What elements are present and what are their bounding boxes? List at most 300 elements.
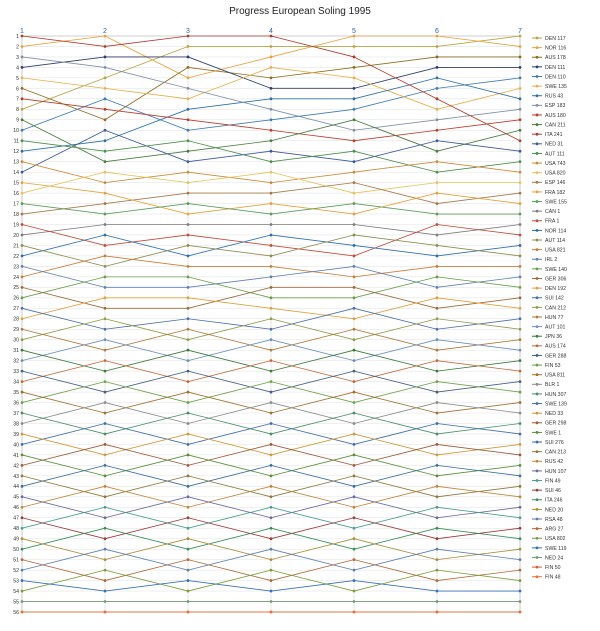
legend-label[interactable]: AUS 174 [545,343,566,350]
series-point [104,548,107,551]
series-point [519,244,522,247]
legend-label[interactable]: FIN 48 [545,574,561,581]
series-point [104,150,107,153]
legend-label[interactable]: DEN 117 [545,35,566,42]
legend-label[interactable]: USA 802 [545,536,566,543]
y-tick-label: 50 [13,547,19,554]
series-point [21,474,24,477]
legend-label[interactable]: DEN 110 [545,74,566,81]
series-point [353,464,356,467]
series-point [104,558,107,561]
series-point [519,307,522,310]
series-point [187,87,190,90]
series-point [436,611,439,614]
series-point [270,275,273,278]
y-tick-label: 35 [13,389,19,396]
y-tick-label: 23 [13,264,19,271]
series-point [353,244,356,247]
series-point [21,579,24,582]
legend-label[interactable]: HUN 107 [545,468,567,475]
series-point [519,611,522,614]
series-point [353,611,356,614]
series-point [104,506,107,509]
series-point [436,202,439,205]
series-point [187,454,190,457]
chart-svg [0,24,600,624]
legend-label[interactable]: GER 298 [545,420,567,427]
series-point [187,181,190,184]
y-tick-label: 43 [13,473,19,480]
series-point [436,328,439,331]
series-point [436,118,439,121]
legend-marker [536,364,539,367]
legend-label[interactable]: RSA 48 [545,516,563,523]
series-point [436,422,439,425]
series-point [104,328,107,331]
series-point [187,380,190,383]
series-point [436,370,439,373]
series-point [270,192,273,195]
series-point [270,527,273,530]
series-point [187,474,190,477]
legend-label[interactable]: AUS 178 [545,55,566,62]
legend-label[interactable]: USA 811 [545,372,566,379]
legend-marker [536,546,539,549]
legend-label[interactable]: SWE 139 [545,401,567,408]
series-point [353,506,356,509]
series-point [353,171,356,174]
series-point [270,495,273,498]
legend-marker [536,171,539,174]
series-point [353,97,356,100]
series-point [436,506,439,509]
series-point [353,579,356,582]
series-point [104,223,107,226]
y-tick-label: 46 [13,505,19,512]
series-point [187,548,190,551]
series-point [21,338,24,341]
series-point [436,579,439,582]
series-point [353,275,356,278]
series-point [353,87,356,90]
series-point [270,213,273,216]
legend-marker [536,181,539,184]
series-point [436,474,439,477]
series-point [104,87,107,90]
series-point [187,275,190,278]
x-tick-label: 6 [435,28,439,35]
series-point [519,192,522,195]
series-point [21,223,24,226]
series-point [187,443,190,446]
legend-label[interactable]: SWE 155 [545,199,567,206]
series-point [270,160,273,163]
series-point [519,56,522,59]
series-point [353,265,356,268]
series-point [436,108,439,111]
legend-marker [536,296,539,299]
series-point [519,139,522,142]
series-point [436,558,439,561]
y-tick-label: 42 [13,463,19,470]
series-point [353,56,356,59]
y-tick-label: 29 [13,327,19,334]
series-point [21,370,24,373]
series-point [104,464,107,467]
legend-label[interactable]: CAN 213 [545,449,567,456]
legend-label[interactable]: AUT 101 [545,324,566,331]
series-point [519,171,522,174]
series-point [436,380,439,383]
series-point [104,370,107,373]
y-tick-label: 41 [13,452,19,459]
legend-label[interactable]: CAN 211 [545,122,566,129]
series-point [519,537,522,540]
series-point [104,286,107,289]
series-point [270,590,273,593]
series-point [104,579,107,582]
series-point [21,317,24,320]
series-point [270,558,273,561]
y-tick-label: 49 [13,536,19,543]
series-point [519,108,522,111]
series-point [519,474,522,477]
series-point [519,495,522,498]
legend-marker [536,373,539,376]
series-point [21,296,24,299]
series-point [353,590,356,593]
series-point [519,443,522,446]
series-point [353,202,356,205]
legend-marker [536,556,539,559]
series-point [104,590,107,593]
legend-marker [536,450,539,453]
series-point [519,234,522,237]
series-point [270,569,273,572]
legend-label[interactable]: DEN 192 [545,286,567,293]
legend-label[interactable]: SUI 142 [545,295,564,302]
series-point [353,474,356,477]
legend-label[interactable]: NED 31 [545,141,564,148]
y-tick-label: 3 [16,54,19,61]
series-point [436,349,439,352]
series-point [21,150,24,153]
series-point [270,380,273,383]
series-point [104,495,107,498]
y-tick-label: 36 [13,400,19,407]
legend-marker [536,114,539,117]
legend-label[interactable]: SWE 140 [545,266,567,273]
series-point [353,213,356,216]
y-tick-label: 18 [13,211,19,218]
series-point [187,506,190,509]
y-tick-label: 37 [13,410,19,417]
legend-label[interactable]: CAN 1 [545,209,561,216]
y-tick-label: 39 [13,431,19,438]
legend-marker [536,248,539,251]
y-tick-label: 20 [13,232,19,239]
legend-label[interactable]: HUN 77 [545,314,564,321]
legend-label[interactable]: RUS 43 [545,93,564,100]
series-point [187,223,190,226]
legend-label[interactable]: ARG 27 [545,526,564,533]
series-point [353,558,356,561]
series-point [436,286,439,289]
series-point [104,338,107,341]
series-point [519,433,522,436]
series-point [21,328,24,331]
series-point [187,317,190,320]
y-tick-label: 28 [13,316,19,323]
legend-marker [536,566,539,569]
legend-label[interactable]: AUT 114 [545,237,565,244]
series-point [104,202,107,205]
legend-label[interactable]: BLR 1 [545,382,560,389]
series-point [270,548,273,551]
series-point [104,611,107,614]
legend-label[interactable]: IRL 2 [545,257,558,264]
series-point [104,296,107,299]
series-point [436,66,439,69]
series-point [519,286,522,289]
y-tick-label: 51 [13,557,19,564]
series-point [104,443,107,446]
legend-marker [536,65,539,68]
series-point [21,412,24,415]
series-point [519,328,522,331]
legend-label[interactable]: FRA 1 [545,218,560,225]
legend-label[interactable]: SWE 119 [545,545,567,552]
series-point [104,192,107,195]
legend-label[interactable]: JPN 36 [545,334,563,341]
y-tick-label: 13 [13,159,19,166]
series-point [436,87,439,90]
legend-marker [536,383,539,386]
series-point [21,213,24,216]
series-point [187,160,190,163]
series-point [104,76,107,79]
legend-label[interactable]: NOR 116 [545,45,567,52]
series-point [270,328,273,331]
series-point [519,265,522,268]
series-point [104,569,107,572]
series-point [21,45,24,48]
series-point [353,129,356,132]
series-point [436,454,439,457]
legend-label[interactable]: FIN 49 [545,478,561,485]
series-point [519,579,522,582]
series-point [187,139,190,142]
series-point [187,296,190,299]
y-tick-label: 34 [13,379,19,386]
series-point [104,317,107,320]
legend-label[interactable]: ITA 246 [545,497,563,504]
x-tick-label: 2 [103,28,107,35]
y-tick-label: 47 [13,515,19,522]
series-point [519,275,522,278]
series-point [436,296,439,299]
series-point [270,537,273,540]
series-point [187,485,190,488]
series-point [519,160,522,163]
series-point [104,234,107,237]
legend-label[interactable]: SWE 135 [545,84,567,90]
y-tick-label: 4 [16,65,19,72]
legend-label[interactable]: NED 24 [545,555,564,562]
legend-label[interactable]: HUN 307 [545,391,567,398]
series-point [353,317,356,320]
series-point [353,537,356,540]
series-point [270,474,273,477]
series-point [270,108,273,111]
legend-marker [536,210,539,213]
series-point [519,66,522,69]
legend-marker [536,239,539,242]
legend-label[interactable]: SWE 1 [545,430,562,437]
series-point [187,255,190,258]
y-tick-label: 11 [13,138,19,145]
series-point [519,391,522,394]
legend-label[interactable]: USA 743 [545,160,566,167]
y-tick-label: 24 [13,274,19,281]
legend-label[interactable]: RUS 42 [545,459,564,466]
series-point [21,433,24,436]
series-point [436,527,439,530]
legend-marker [536,75,539,78]
legend-label[interactable]: ITA 241 [545,132,563,139]
series-point [519,87,522,90]
y-tick-label: 9 [16,117,19,124]
legend-label[interactable]: GER 306 [545,276,567,283]
series-point [104,401,107,404]
series-point [187,234,190,237]
series-point [21,391,24,394]
series-point [104,275,107,278]
series-point [21,349,24,352]
y-tick-label: 30 [13,337,19,344]
series-point [187,202,190,205]
series-point [104,35,107,38]
legend-marker [536,94,539,97]
series-point [270,307,273,310]
legend-label[interactable]: CAN 212 [545,305,567,312]
legend-label[interactable]: GER 288 [545,353,567,360]
legend-marker [536,354,539,357]
series-point [187,370,190,373]
legend-marker [536,335,539,338]
series-point [187,150,190,153]
series-point [270,359,273,362]
series-point [270,611,273,614]
series-point [519,97,522,100]
legend-label[interactable]: ESP 146 [545,180,566,187]
series-point [187,171,190,174]
series-point [436,359,439,362]
series-point [104,600,107,603]
series-point [436,56,439,59]
y-tick-label: 52 [13,568,19,575]
series-point [519,548,522,551]
legend-label[interactable]: FIN 50 [545,565,561,571]
series-point [519,202,522,205]
legend-label[interactable]: SUI 46 [545,488,561,495]
series-point [187,495,190,498]
series-point [519,380,522,383]
legend-label[interactable]: SUI 276 [545,439,564,446]
series-point [270,255,273,258]
series-point [270,370,273,373]
legend-marker [536,46,539,49]
legend-marker [536,267,539,270]
series-point [353,338,356,341]
series-point [21,118,24,121]
x-tick-label: 3 [186,28,190,35]
series-point [270,244,273,247]
y-tick-label: 48 [13,526,19,533]
series-point [436,150,439,153]
series-point [21,569,24,572]
series-point [353,443,356,446]
series-point [187,108,190,111]
series-point [436,338,439,341]
series-point [21,160,24,163]
series-point [519,76,522,79]
series-point [21,401,24,404]
legend-label[interactable]: FRA 182 [545,189,566,196]
legend-label[interactable]: USA 821 [545,247,566,254]
series-point [21,87,24,90]
series-point [436,223,439,226]
series-point [21,244,24,247]
series-point [187,56,190,59]
series-point [353,150,356,153]
series-point [187,97,190,100]
legend-label[interactable]: ESP 183 [545,103,566,110]
y-tick-label: 17 [13,201,19,208]
legend-label[interactable]: NOR 114 [545,228,567,235]
series-point [519,516,522,519]
legend-label[interactable]: FIN 53 [545,362,561,369]
legend-label[interactable]: AUT 111 [545,151,565,158]
x-tick-label: 1 [20,28,24,35]
series-point [187,118,190,121]
series-point [104,129,107,132]
series-point [436,317,439,320]
legend-marker [536,191,539,194]
legend-label[interactable]: NED 20 [545,507,564,514]
series-point [21,265,24,268]
legend-marker [536,537,539,540]
legend-marker [536,37,539,40]
legend-label[interactable]: NED 33 [545,411,564,418]
series-point [436,485,439,488]
legend-label[interactable]: DEN 111 [545,64,566,71]
series-point [436,569,439,572]
series-point [21,548,24,551]
series-point [104,181,107,184]
series-point [436,234,439,237]
series-point [436,244,439,247]
x-tick-label: 5 [352,28,356,35]
series-point [270,579,273,582]
series-point [353,328,356,331]
chart-title: Progress European Soling 1995 [229,6,371,17]
legend-marker [536,104,539,107]
series-point [519,359,522,362]
legend-label[interactable]: AUS 180 [545,112,566,119]
series-point [187,192,190,195]
legend-label[interactable]: USA 820 [545,170,566,177]
